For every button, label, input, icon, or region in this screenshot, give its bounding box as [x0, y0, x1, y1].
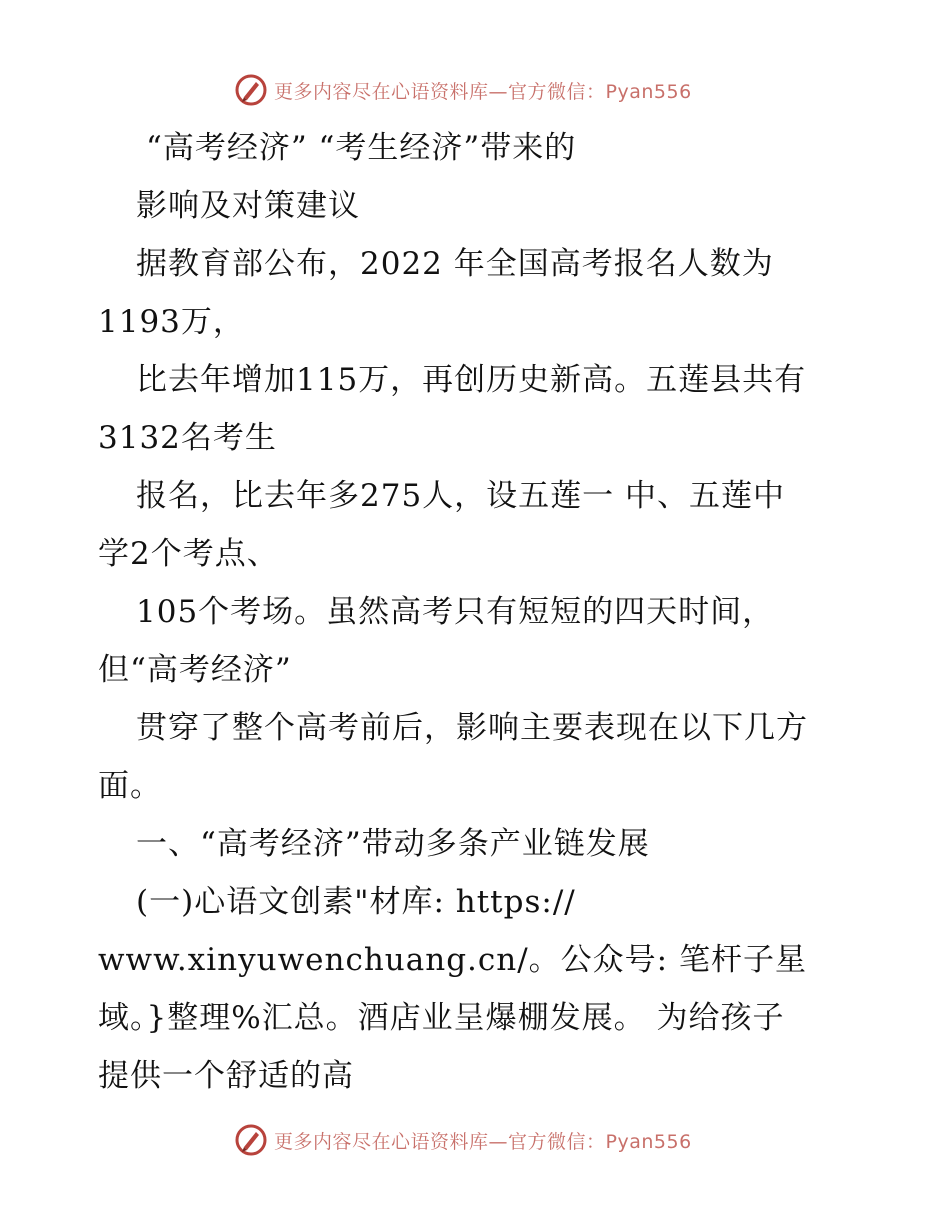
watermark-text: 更多内容尽在心语资料库—官方微信：Pyan556	[274, 1130, 692, 1153]
paragraph-line: 贯穿了整个高考前后，影响主要表现在以下几方	[136, 710, 808, 746]
paragraph-line: 域。}整理%汇总。酒店业呈爆棚发展。 为给孩子	[98, 1000, 785, 1036]
title-line-2: 影响及对策建议	[136, 188, 360, 224]
paragraph-line: 3132名考生	[98, 420, 277, 456]
paragraph-line: 105个考场。虽然高考只有短短的四天时间，	[136, 594, 775, 630]
paragraph-line: 学2个考点、	[98, 536, 279, 572]
title-line-1: “高考经济” “考生经济”带来的	[146, 130, 577, 166]
paragraph-line: 但“高考经济”	[98, 652, 292, 688]
paragraph-line: 提供一个舒适的高	[98, 1058, 354, 1094]
watermark-footer	[234, 1120, 692, 1160]
paragraph-line: 面。	[98, 768, 162, 804]
watermark-header	[234, 70, 692, 110]
paragraph-line: www.xinyuwenchuang.cn/。公众号: 笔杆子星	[98, 942, 807, 978]
pen-logo-icon	[234, 1123, 268, 1157]
section-heading: 一、“高考经济”带动多条产业链发展	[136, 826, 650, 862]
pen-logo-icon	[234, 73, 268, 107]
paragraph-line: 1193万，	[98, 304, 245, 340]
paragraph-line: 比去年增加115万，再创历史新高。五莲县共有	[136, 362, 807, 398]
paragraph-line: (一)心语文创素"材库: https://	[136, 884, 576, 920]
watermark-text: 更多内容尽在心语资料库—官方微信：Pyan556	[274, 80, 692, 103]
paragraph-line: 据教育部公布，2022 年全国高考报名人数为	[136, 246, 774, 282]
paragraph-line: 报名，比去年多275人，设五莲一 中、五莲中	[136, 478, 786, 514]
